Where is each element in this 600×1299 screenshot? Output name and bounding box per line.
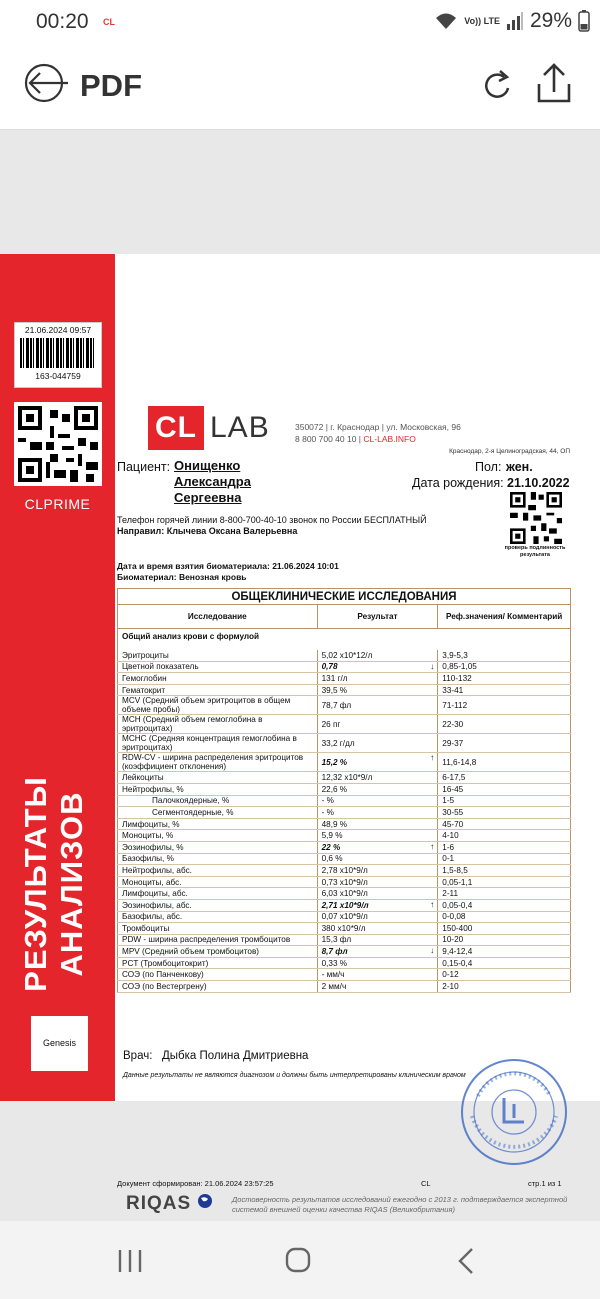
barcode-icon xyxy=(20,338,96,368)
table-row xyxy=(118,807,571,819)
header-name: Исследование xyxy=(118,605,318,629)
test-result xyxy=(317,841,438,853)
reference-range: 30-55 xyxy=(438,807,571,819)
result-value: 2,71 x10*9/л xyxy=(321,900,369,910)
table-row xyxy=(118,865,571,877)
result-value: 26 пг xyxy=(321,719,341,729)
app-bar xyxy=(0,46,600,130)
result-value: 6,03 x10*9/л xyxy=(321,889,368,899)
table-row xyxy=(118,783,571,795)
barcode-label xyxy=(14,322,102,388)
test-name: RDW-CV - ширина распределения эритроцитов (коэффициент отклонения) xyxy=(118,753,318,772)
test-name: Гемоглобин xyxy=(118,673,318,685)
test-name: Эритроциты xyxy=(118,650,318,662)
table-title: ОБЩЕКЛИНИЧЕСКИЕ ИССЛЕДОВАНИЯ xyxy=(118,589,571,605)
arrow-up-icon: ↑ xyxy=(430,753,435,763)
test-result xyxy=(317,876,438,888)
test-result xyxy=(317,783,438,795)
table-row xyxy=(118,957,571,969)
test-name: MCHC (Средняя концентрация гемоглобина в эритроцитах) xyxy=(118,734,318,753)
wifi-icon xyxy=(434,11,458,31)
result-value: 2 мм/ч xyxy=(321,981,347,991)
logo-lab: LAB xyxy=(210,411,270,444)
battery-percent: 29% xyxy=(529,9,572,32)
test-result xyxy=(317,888,438,900)
test-name: Базофилы, абс. xyxy=(118,911,318,923)
sex-label: Пол: xyxy=(475,460,502,474)
lab-website: CL-LAB.INFO xyxy=(363,434,416,444)
reference-range: 71-112 xyxy=(438,696,571,715)
test-name: Гематокрит xyxy=(118,684,318,696)
test-name: Нейтрофилы, % xyxy=(118,783,318,795)
test-result xyxy=(317,650,438,662)
table-row xyxy=(118,911,571,923)
result-value: 2,78 x10*9/л xyxy=(321,865,368,875)
test-name: СОЭ (по Вестергрену) xyxy=(118,981,318,993)
reference-range: 0-1 xyxy=(438,853,571,865)
home-icon[interactable] xyxy=(278,1246,318,1276)
table-row xyxy=(118,795,571,807)
test-result xyxy=(317,684,438,696)
results-rows xyxy=(118,650,571,993)
reference-range: 0,05-1,1 xyxy=(438,876,571,888)
status-bar xyxy=(0,0,600,46)
table-row xyxy=(118,934,571,946)
test-result xyxy=(317,818,438,830)
notification-app-icon: CL xyxy=(103,17,115,27)
test-result xyxy=(317,715,438,734)
referral-doctor: Направил: Клычева Оксана Валерьевна xyxy=(117,526,298,536)
result-value: 0,78 xyxy=(321,662,338,672)
test-name: Эозинофилы, абс. xyxy=(118,899,318,911)
pdf-viewer[interactable] xyxy=(0,131,600,1221)
result-value: - мм/ч xyxy=(321,970,345,980)
result-value: 0,33 % xyxy=(321,958,348,968)
header-ref: Реф.значения/ Комментарий xyxy=(438,605,571,629)
reference-range: 16-45 xyxy=(438,783,571,795)
table-row xyxy=(118,876,571,888)
test-result xyxy=(317,753,438,772)
table-row xyxy=(118,923,571,935)
hotline-text: Телефон горячей линии 8-800-700-40-10 звонок по России БЕСПЛАТНЫЙ xyxy=(117,515,427,525)
table-row xyxy=(118,841,571,853)
test-name: Нейтрофилы, абс. xyxy=(118,865,318,877)
test-result xyxy=(317,772,438,784)
table-row xyxy=(118,981,571,993)
test-result xyxy=(317,696,438,715)
test-name: MCV (Средний объем эритроцитов в общем объеме пробы) xyxy=(118,696,318,715)
test-result xyxy=(317,661,438,673)
footer-cl: CL xyxy=(421,1179,431,1188)
result-value: 12,32 x10*9/л xyxy=(321,773,373,783)
result-value: 48,9 % xyxy=(321,819,348,829)
riqas-statement: Достоверность результатов исследований ежегодно с 2013 г. подтверждается экспертной системой внешней оценки качества RIQAS (Великобритания) xyxy=(232,1195,568,1214)
doctor-label: Врач: xyxy=(123,1050,153,1062)
result-value: 0,07 x10*9/л xyxy=(321,912,368,922)
reference-range: 29-37 xyxy=(438,734,571,753)
result-value: 22 % xyxy=(321,842,341,852)
section-title: Общий анализ крови с формулой xyxy=(122,631,260,641)
result-value: 8,7 фл xyxy=(321,947,348,957)
logo-cl: CL xyxy=(148,406,204,450)
qr-caption: проверь подлинность результата xyxy=(504,545,566,558)
result-value: 131 г/л xyxy=(321,673,348,683)
table-row xyxy=(118,734,571,753)
table-row xyxy=(118,946,571,958)
table-row xyxy=(118,684,571,696)
table-row xyxy=(118,772,571,784)
doctor-name: Дыбка Полина Дмитриевна xyxy=(162,1050,309,1062)
results-table xyxy=(117,588,571,993)
app-title: PDF xyxy=(80,68,142,103)
test-name: MCH (Средний объем гемоглобина в эритроцитах) xyxy=(118,715,318,734)
test-result xyxy=(317,969,438,981)
globe-icon xyxy=(197,1193,213,1209)
reference-range: 2-10 xyxy=(438,981,571,993)
test-result xyxy=(317,934,438,946)
branch-address: Краснодар, 2-я Целиноградская, 44, ОП xyxy=(449,448,570,455)
dob-label: Дата рождения: xyxy=(412,476,504,490)
clprime-brand: CLPRIME xyxy=(24,496,91,512)
lab-stamp-icon xyxy=(458,1056,570,1168)
arrow-up-icon: ↑ xyxy=(430,841,435,851)
reference-range: 0,85-1,05 xyxy=(438,661,571,673)
reference-range: 1-5 xyxy=(438,795,571,807)
test-result xyxy=(317,807,438,819)
reference-range: 2-11 xyxy=(438,888,571,900)
test-result xyxy=(317,830,438,842)
result-value: 5,02 x10*12/л xyxy=(321,650,373,660)
cl-lab-logo xyxy=(148,406,270,450)
reference-range: 110-132 xyxy=(438,673,571,685)
qr-code-icon xyxy=(14,402,102,486)
table-row xyxy=(118,650,571,662)
table-row xyxy=(118,969,571,981)
table-row xyxy=(118,830,571,842)
disclaimer: Данные результаты не являются диагнозом и должны быть интерпретированы клиническим врачом xyxy=(123,1072,466,1079)
reference-range: 1,5-8,5 xyxy=(438,865,571,877)
arrow-down-icon: ↓ xyxy=(430,661,435,671)
table-row xyxy=(118,888,571,900)
pdf-page xyxy=(0,254,600,1214)
footer-generated: Документ сформирован: 21.06.2024 23:57:25 xyxy=(117,1179,274,1188)
reference-range: 0,05-0,4 xyxy=(438,899,571,911)
patient-label: Пациент: xyxy=(117,460,171,474)
test-name: Лейкоциты xyxy=(118,772,318,784)
sample-datetime: Дата и время взятия биоматериала: 21.06.2024 10:01 xyxy=(117,561,339,571)
genesis-logo: Genesis xyxy=(31,1016,88,1071)
footer-page: стр.1 из 1 xyxy=(528,1179,562,1188)
test-name: PCT (Тромбоцитокрит) xyxy=(118,957,318,969)
back-arrow-icon[interactable] xyxy=(24,63,68,103)
sex-value: жен. xyxy=(506,460,533,474)
test-name: Тромбоциты xyxy=(118,923,318,935)
reference-range: 150-400 xyxy=(438,923,571,935)
result-value: 39,5 % xyxy=(321,685,348,695)
result-value: 78,7 фл xyxy=(321,700,352,710)
test-result xyxy=(317,981,438,993)
result-value: 15,2 % xyxy=(321,757,348,767)
table-row xyxy=(118,899,571,911)
test-result xyxy=(317,946,438,958)
test-name: Цветной показатель xyxy=(118,661,318,673)
test-result xyxy=(317,957,438,969)
test-result xyxy=(317,923,438,935)
result-value: 5,9 % xyxy=(321,831,343,841)
arrow-down-icon: ↓ xyxy=(430,946,435,956)
header-value: Результат xyxy=(317,605,438,629)
reference-range: 33-41 xyxy=(438,684,571,696)
test-result xyxy=(317,673,438,685)
test-name: Моноциты, абс. xyxy=(118,876,318,888)
reference-range: 10-20 xyxy=(438,934,571,946)
reference-range: 0,15-0,4 xyxy=(438,957,571,969)
reference-range: 11,6-14,8 xyxy=(438,753,571,772)
reference-range: 6-17,5 xyxy=(438,772,571,784)
refresh-icon[interactable] xyxy=(480,66,516,104)
address-line: 350072 | г. Краснодар | ул. Московская, 96 xyxy=(295,422,461,432)
address-phone: 8 800 700 40 10 | xyxy=(295,434,364,444)
result-value: 15,3 фл xyxy=(321,935,352,945)
test-result xyxy=(317,853,438,865)
sample-material: Биоматериал: Венозная кровь xyxy=(117,572,247,582)
test-result xyxy=(317,734,438,753)
riqas-logo xyxy=(126,1193,213,1215)
lab-address xyxy=(295,421,461,445)
test-name: Сегментоядерные, % xyxy=(118,807,318,819)
table-row xyxy=(118,715,571,734)
reference-range: 0-12 xyxy=(438,969,571,981)
volte-indicator: Vo)) LTE xyxy=(464,15,500,26)
test-name: Эозинофилы, % xyxy=(118,841,318,853)
verification-qr-icon xyxy=(510,492,562,544)
dob-value: 21.10.2022 xyxy=(507,476,570,490)
test-name: Палочкоядерные, % xyxy=(118,795,318,807)
table-row xyxy=(118,661,571,673)
reference-range: 4-10 xyxy=(438,830,571,842)
reference-range: 1-6 xyxy=(438,841,571,853)
result-value: 33,2 г/дл xyxy=(321,738,355,748)
test-name: Лимфоциты, абс. xyxy=(118,888,318,900)
test-result xyxy=(317,865,438,877)
share-icon[interactable] xyxy=(534,62,574,104)
result-value: - % xyxy=(321,807,334,817)
riqas-wordmark: RIQAS xyxy=(126,1193,192,1214)
patient-name: Онищенко Александра Сергеевна xyxy=(174,458,251,505)
test-name: Моноциты, % xyxy=(118,830,318,842)
system-nav-bar xyxy=(0,1221,600,1299)
test-name: PDW - ширина распределения тромбоцитов xyxy=(118,934,318,946)
status-time: 00:20 xyxy=(36,10,89,33)
table-row xyxy=(118,696,571,715)
result-value: - % xyxy=(321,796,334,806)
table-row xyxy=(118,753,571,772)
reference-range: 45-70 xyxy=(438,818,571,830)
side-banner xyxy=(0,254,115,1101)
reference-range: 9,4-12,4 xyxy=(438,946,571,958)
test-result xyxy=(317,899,438,911)
barcode-date: 21.06.2024 09:57 xyxy=(24,325,92,335)
barcode-number: 163-044759 xyxy=(35,371,81,381)
reference-range: 3,9-5,3 xyxy=(438,650,571,662)
test-name: Лимфоциты, % xyxy=(118,818,318,830)
reference-range: 0-0,08 xyxy=(438,911,571,923)
result-value: 380 x10*9/л xyxy=(321,923,366,933)
battery-icon xyxy=(578,10,590,32)
signal-icon xyxy=(506,12,524,30)
result-value: 0,73 x10*9/л xyxy=(321,877,368,887)
arrow-up-icon: ↑ xyxy=(430,899,435,909)
recent-apps-icon[interactable] xyxy=(110,1246,150,1276)
results-vertical-title: РЕЗУЛЬТАТЫ АНАЛИЗОВ xyxy=(18,776,89,992)
table-row xyxy=(118,853,571,865)
table-row xyxy=(118,673,571,685)
table-row xyxy=(118,818,571,830)
test-name: MPV (Средний объем тромбоцитов) xyxy=(118,946,318,958)
test-name: Базофилы, % xyxy=(118,853,318,865)
reference-range: 22-30 xyxy=(438,715,571,734)
back-nav-icon[interactable] xyxy=(446,1246,486,1276)
result-value: 0,6 % xyxy=(321,854,343,864)
test-name: СОЭ (по Панченкову) xyxy=(118,969,318,981)
test-result xyxy=(317,911,438,923)
result-value: 22,6 % xyxy=(321,784,348,794)
test-result xyxy=(317,795,438,807)
